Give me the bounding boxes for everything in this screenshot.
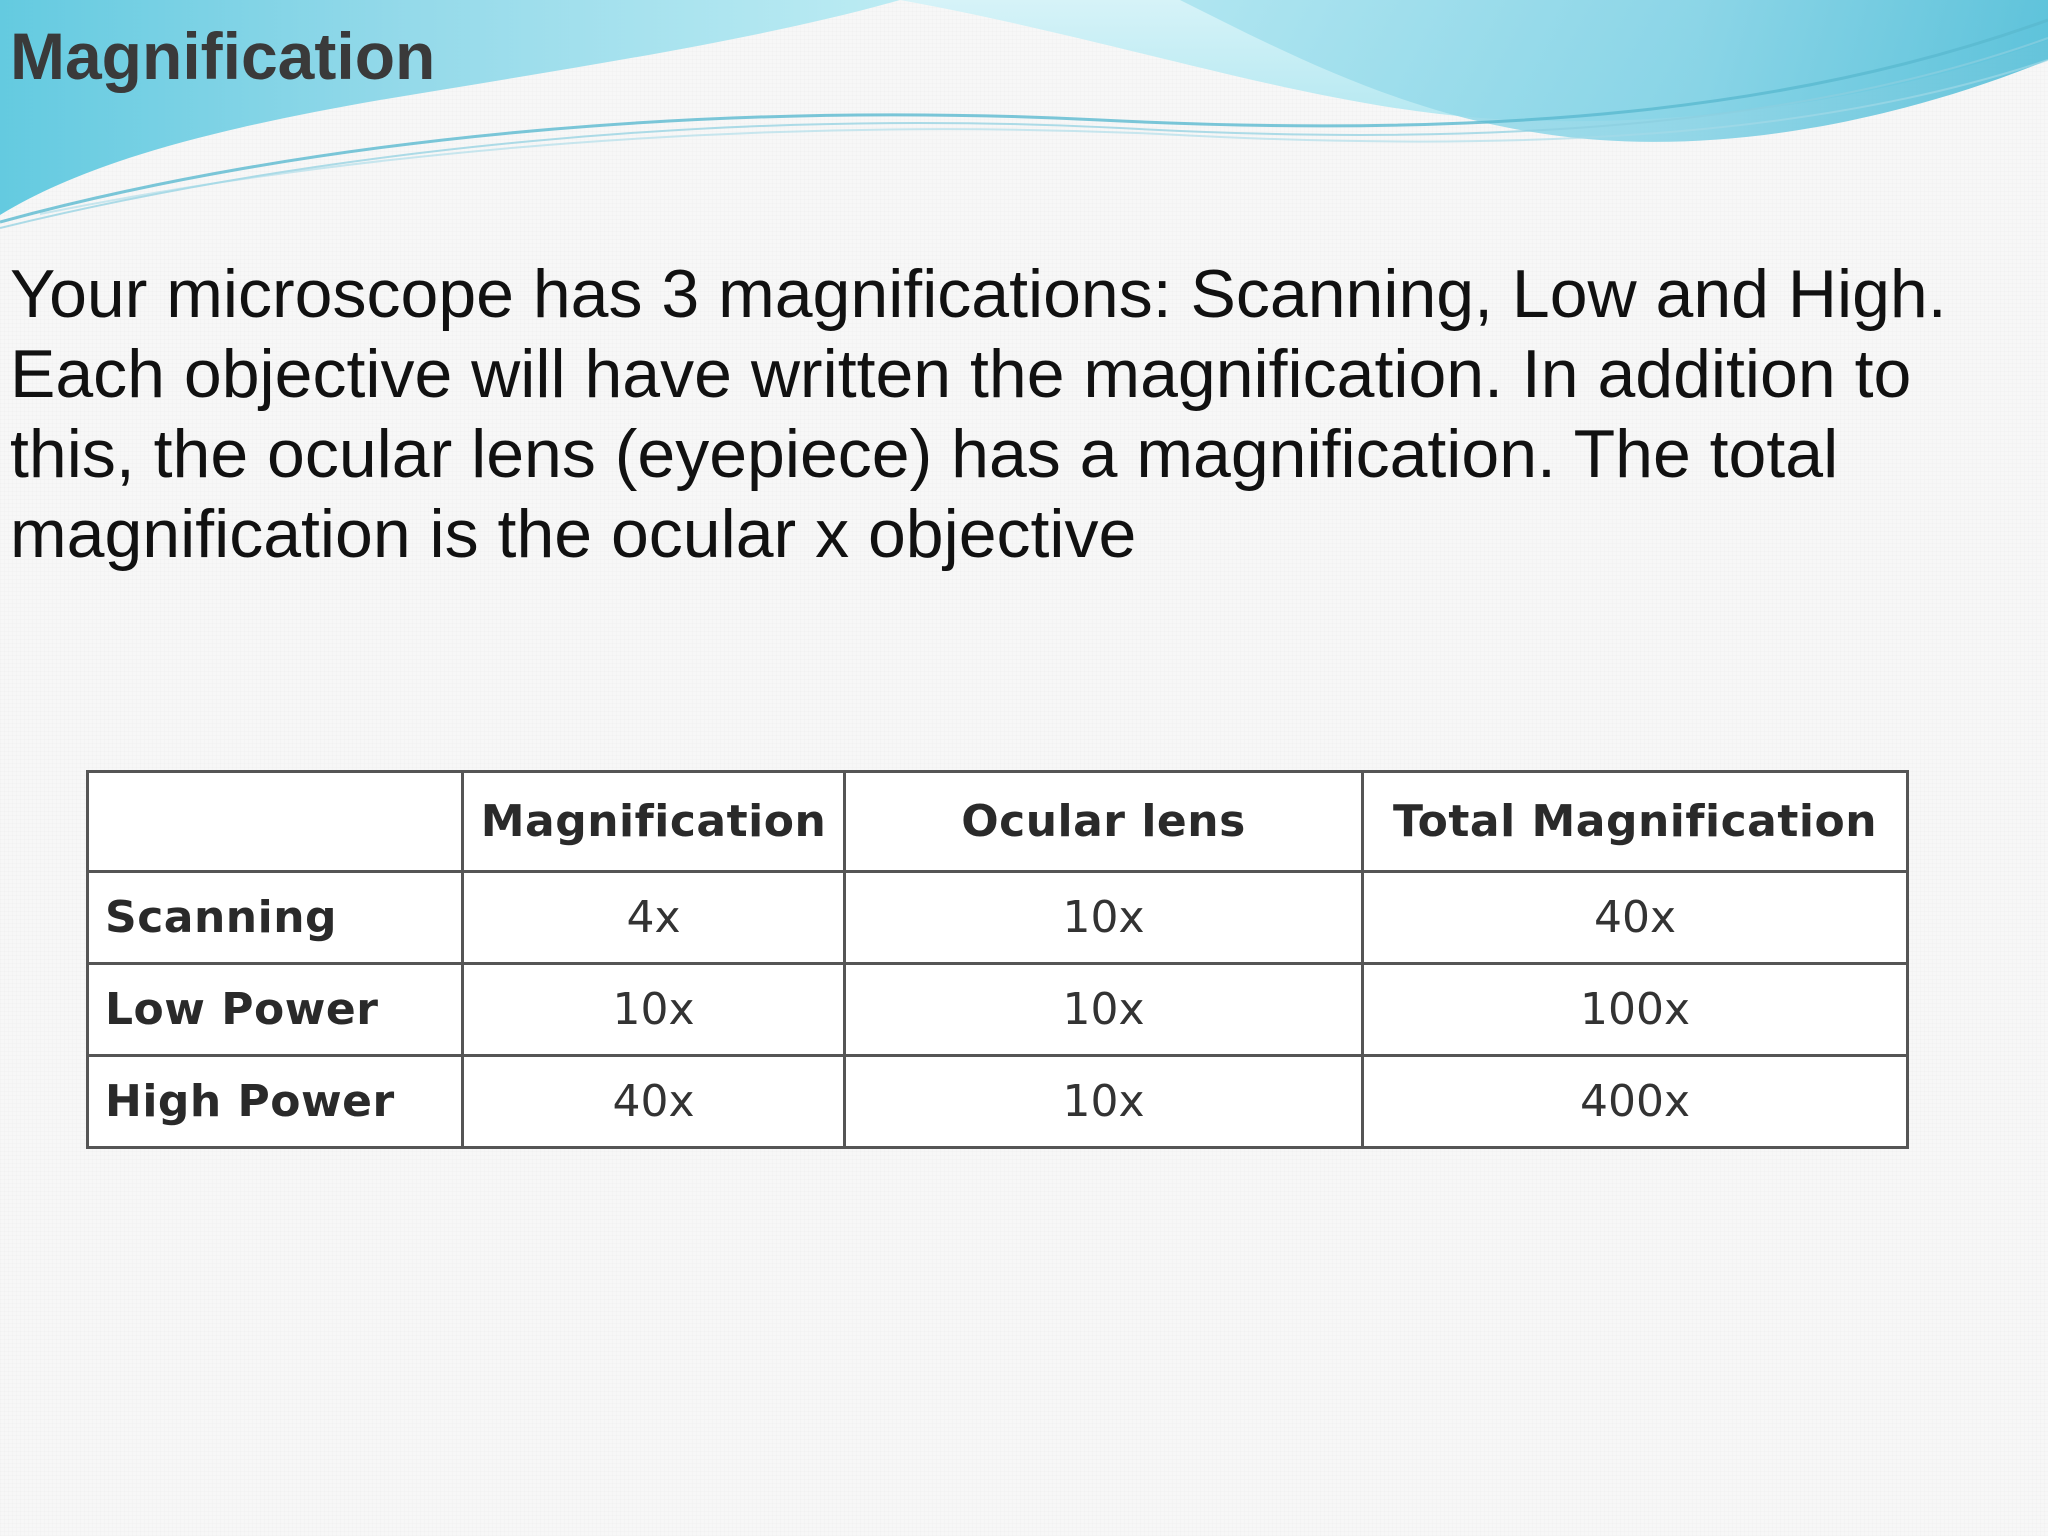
table-header-cell: Ocular lens (845, 772, 1363, 872)
slide-body-text: Your microscope has 3 magnifications: Scanning, Low and High. Each objective will have written the magnification. In addition to this, the ocular lens (eyepiece) has a magnification. The total magnification is the ocular x objective (10, 256, 1947, 572)
row-label: Low Power (88, 964, 463, 1056)
magnification-table (86, 770, 1909, 1149)
table-row (88, 964, 1908, 1056)
table-row (88, 1056, 1908, 1148)
table-header-row (88, 772, 1908, 872)
ocular-cell: 10x (845, 1056, 1363, 1148)
ocular-cell: 10x (845, 964, 1363, 1056)
table-header-cell (88, 772, 463, 872)
table-header-cell: Magnification (463, 772, 845, 872)
row-label: Scanning (88, 872, 463, 964)
table-row (88, 872, 1908, 964)
ocular-cell: 10x (845, 872, 1363, 964)
magnification-table-container (86, 770, 1906, 1148)
table-header-cell: Total Magnification (1363, 772, 1908, 872)
magnification-cell: 40x (463, 1056, 845, 1148)
total-cell: 40x (1363, 872, 1908, 964)
magnification-cell: 4x (463, 872, 845, 964)
slide-title: Magnification (10, 19, 436, 93)
total-cell: 400x (1363, 1056, 1908, 1148)
row-label: High Power (88, 1056, 463, 1148)
magnification-cell: 10x (463, 964, 845, 1056)
total-cell: 100x (1363, 964, 1908, 1056)
